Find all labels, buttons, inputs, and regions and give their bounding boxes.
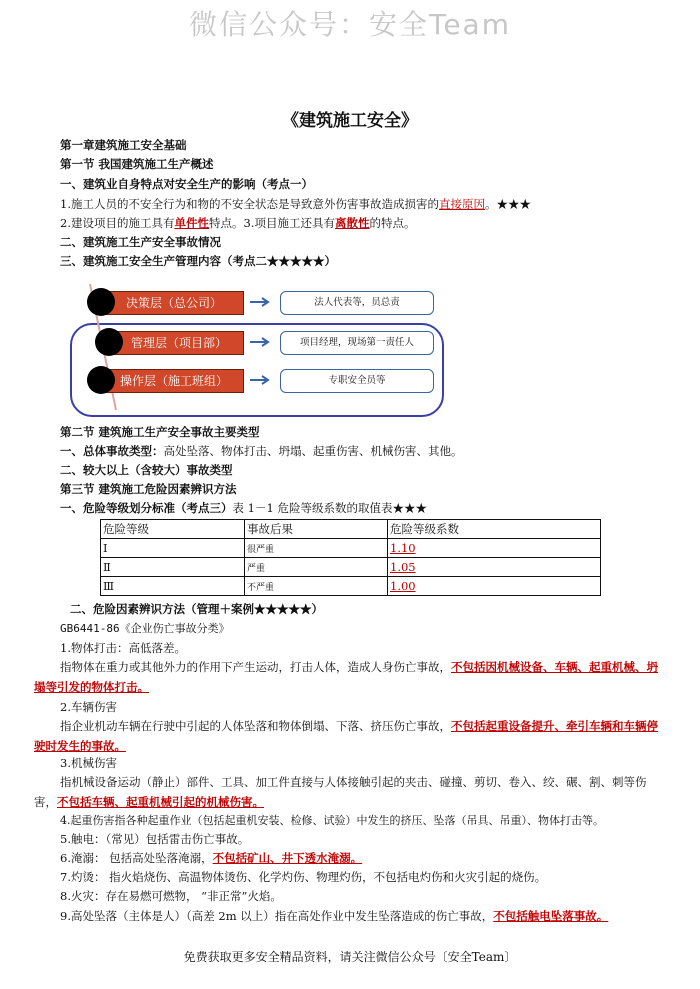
role-decision: 法人代表等，员总责: [280, 291, 434, 315]
table-row: [101, 558, 601, 577]
item-9: 9.高处坠落（主体是人）（高差 2m 以上）指在高处作业中发生坠落造成的伤亡事故，不包括触电坠落事故。: [60, 909, 609, 923]
item-1-title: 1.物体打击：高低落差。: [60, 641, 186, 655]
item-1-desc: 指物体在重力或其他外力的作用下产生运动，打击人体，造成人身伤亡事故，不包括因机械设备、车辆、起重机械、坍塌等引发的物体打击。: [34, 660, 658, 694]
table-cell: 很严重: [245, 539, 388, 558]
role-management: 项目经理，现场第一责任人: [280, 331, 434, 355]
table-cell: 1.10: [388, 539, 601, 558]
heading-1: 一、建筑业自身特点对安全生产的影响（考点一）: [60, 177, 313, 191]
footer-note: 免费获取更多安全精品资料，请关注微信公众号〔安全Team〕: [183, 950, 517, 964]
management-diagram: [62, 280, 452, 415]
table-header: 危险等级: [101, 520, 245, 539]
item-4: 4.起重伤害指各种起重作业（包括起重机安装、检修、试验）中发生的挤压、坠落（吊具、吊重）、物体打击等。: [60, 814, 604, 827]
section-heading-3: 第三节 建筑施工危险因素辨识方法: [60, 482, 237, 496]
paragraph-2: 2.建设项目的施工具有单件性特点。3.项目施工还具有离散性的特点。: [60, 216, 416, 230]
key-term-discreteness: 离散性: [334, 216, 370, 230]
level-bullet-icon: [87, 366, 115, 394]
standard-reference: GB6441-86《企业伤亡事故分类》: [60, 622, 230, 635]
heading-major-accidents: 二、较大以上（含较大）事故类型: [60, 463, 233, 477]
page-title: 《建筑施工安全》: [282, 111, 418, 131]
level-decision: 决策层（总公司）: [104, 291, 244, 315]
table-cell: 严重: [245, 558, 388, 577]
risk-level-heading: 一、危险等级划分标准（考点三）表 1－1 危险等级系数的取值表★★★: [60, 501, 427, 515]
item-2-desc: 指企业机动车辆在行驶中引起的人体坠落和物体倒塌、下落、挤压伤亡事故，不包括起重设备提升、牵引车辆和车辆停驶时发生的事故。: [34, 719, 658, 753]
table-cell: Ⅰ: [101, 539, 245, 558]
level-operation: 操作层（施工班组）: [104, 369, 244, 393]
heading-2: 二、建筑施工生产安全事故情况: [60, 235, 221, 249]
table-cell: 1.00: [388, 577, 601, 596]
watermark: 微信公众号：安全Team: [188, 8, 511, 41]
chapter-heading: 第一章建筑施工安全基础: [60, 138, 187, 152]
table-header: 事故后果: [245, 520, 388, 539]
section-heading-2: 第二节 建筑施工生产安全事故主要类型: [60, 425, 260, 439]
table-cell: Ⅱ: [101, 558, 245, 577]
item-8: 8.火灾：存在易燃可燃物， “非正常”火焰。: [60, 889, 282, 903]
key-term-direct-cause: 直接原因: [438, 197, 485, 211]
paragraph-1: 1.施工人员的不安全行为和物的不安全状态是导致意外伤害事故造成损害的直接原因。★★★: [60, 197, 531, 211]
table-cell: 1.05: [388, 558, 601, 577]
level-bullet-icon: [95, 328, 123, 356]
table-header: 危险等级系数: [388, 520, 601, 539]
role-operation: 专职安全员等: [280, 369, 434, 393]
arrow-right-icon: [250, 374, 272, 386]
level-management: 管理层（项目部）: [114, 331, 244, 355]
table-row: [101, 539, 601, 558]
table-row: [101, 577, 601, 596]
arrow-right-icon: [250, 296, 272, 308]
item-5: 5.触电：（常见）包括雷击伤亡事故。: [60, 832, 250, 846]
item-3-desc: 指机械设备运动（静止）部件、工具、加工件直接与人体接触引起的夹击、碰撞、剪切、卷入、绞、碾、割、刺等伤害，不包括车辆、起重机械引起的机械伤害。: [34, 775, 647, 809]
key-term-uniqueness: 单件性: [174, 216, 209, 230]
risk-level-table: [100, 519, 601, 596]
level-bullet-icon: [87, 288, 115, 316]
table-cell: Ⅲ: [101, 577, 245, 596]
item-3-title: 3.机械伤害: [60, 756, 117, 770]
accident-types: 一、总体事故类型：高处坠落、物体打击、坍塌、起重伤害、机械伤害、其他。: [60, 444, 463, 458]
item-2-title: 2.车辆伤害: [60, 700, 117, 714]
hazard-id-heading: 二、危险因素辨识方法（管理＋案例★★★★★）: [70, 602, 323, 616]
item-6: 6.淹溺： 包括高处坠落淹溺，不包括矿山、井下透水淹溺。: [60, 851, 363, 865]
arrow-right-icon: [250, 336, 272, 348]
section-heading-1: 第一节 我国建筑施工生产概述: [60, 157, 214, 171]
item-7: 7.灼烫： 指火焰烧伤、高温物体烫伤、化学灼伤、物理灼伤，不包括电灼伤和火灾引起的烧伤。: [60, 870, 547, 884]
heading-3: 三、建筑施工安全生产管理内容（考点二★★★★★）: [60, 254, 336, 268]
table-cell: 不严重: [245, 577, 388, 596]
table-header-row: [101, 520, 601, 539]
